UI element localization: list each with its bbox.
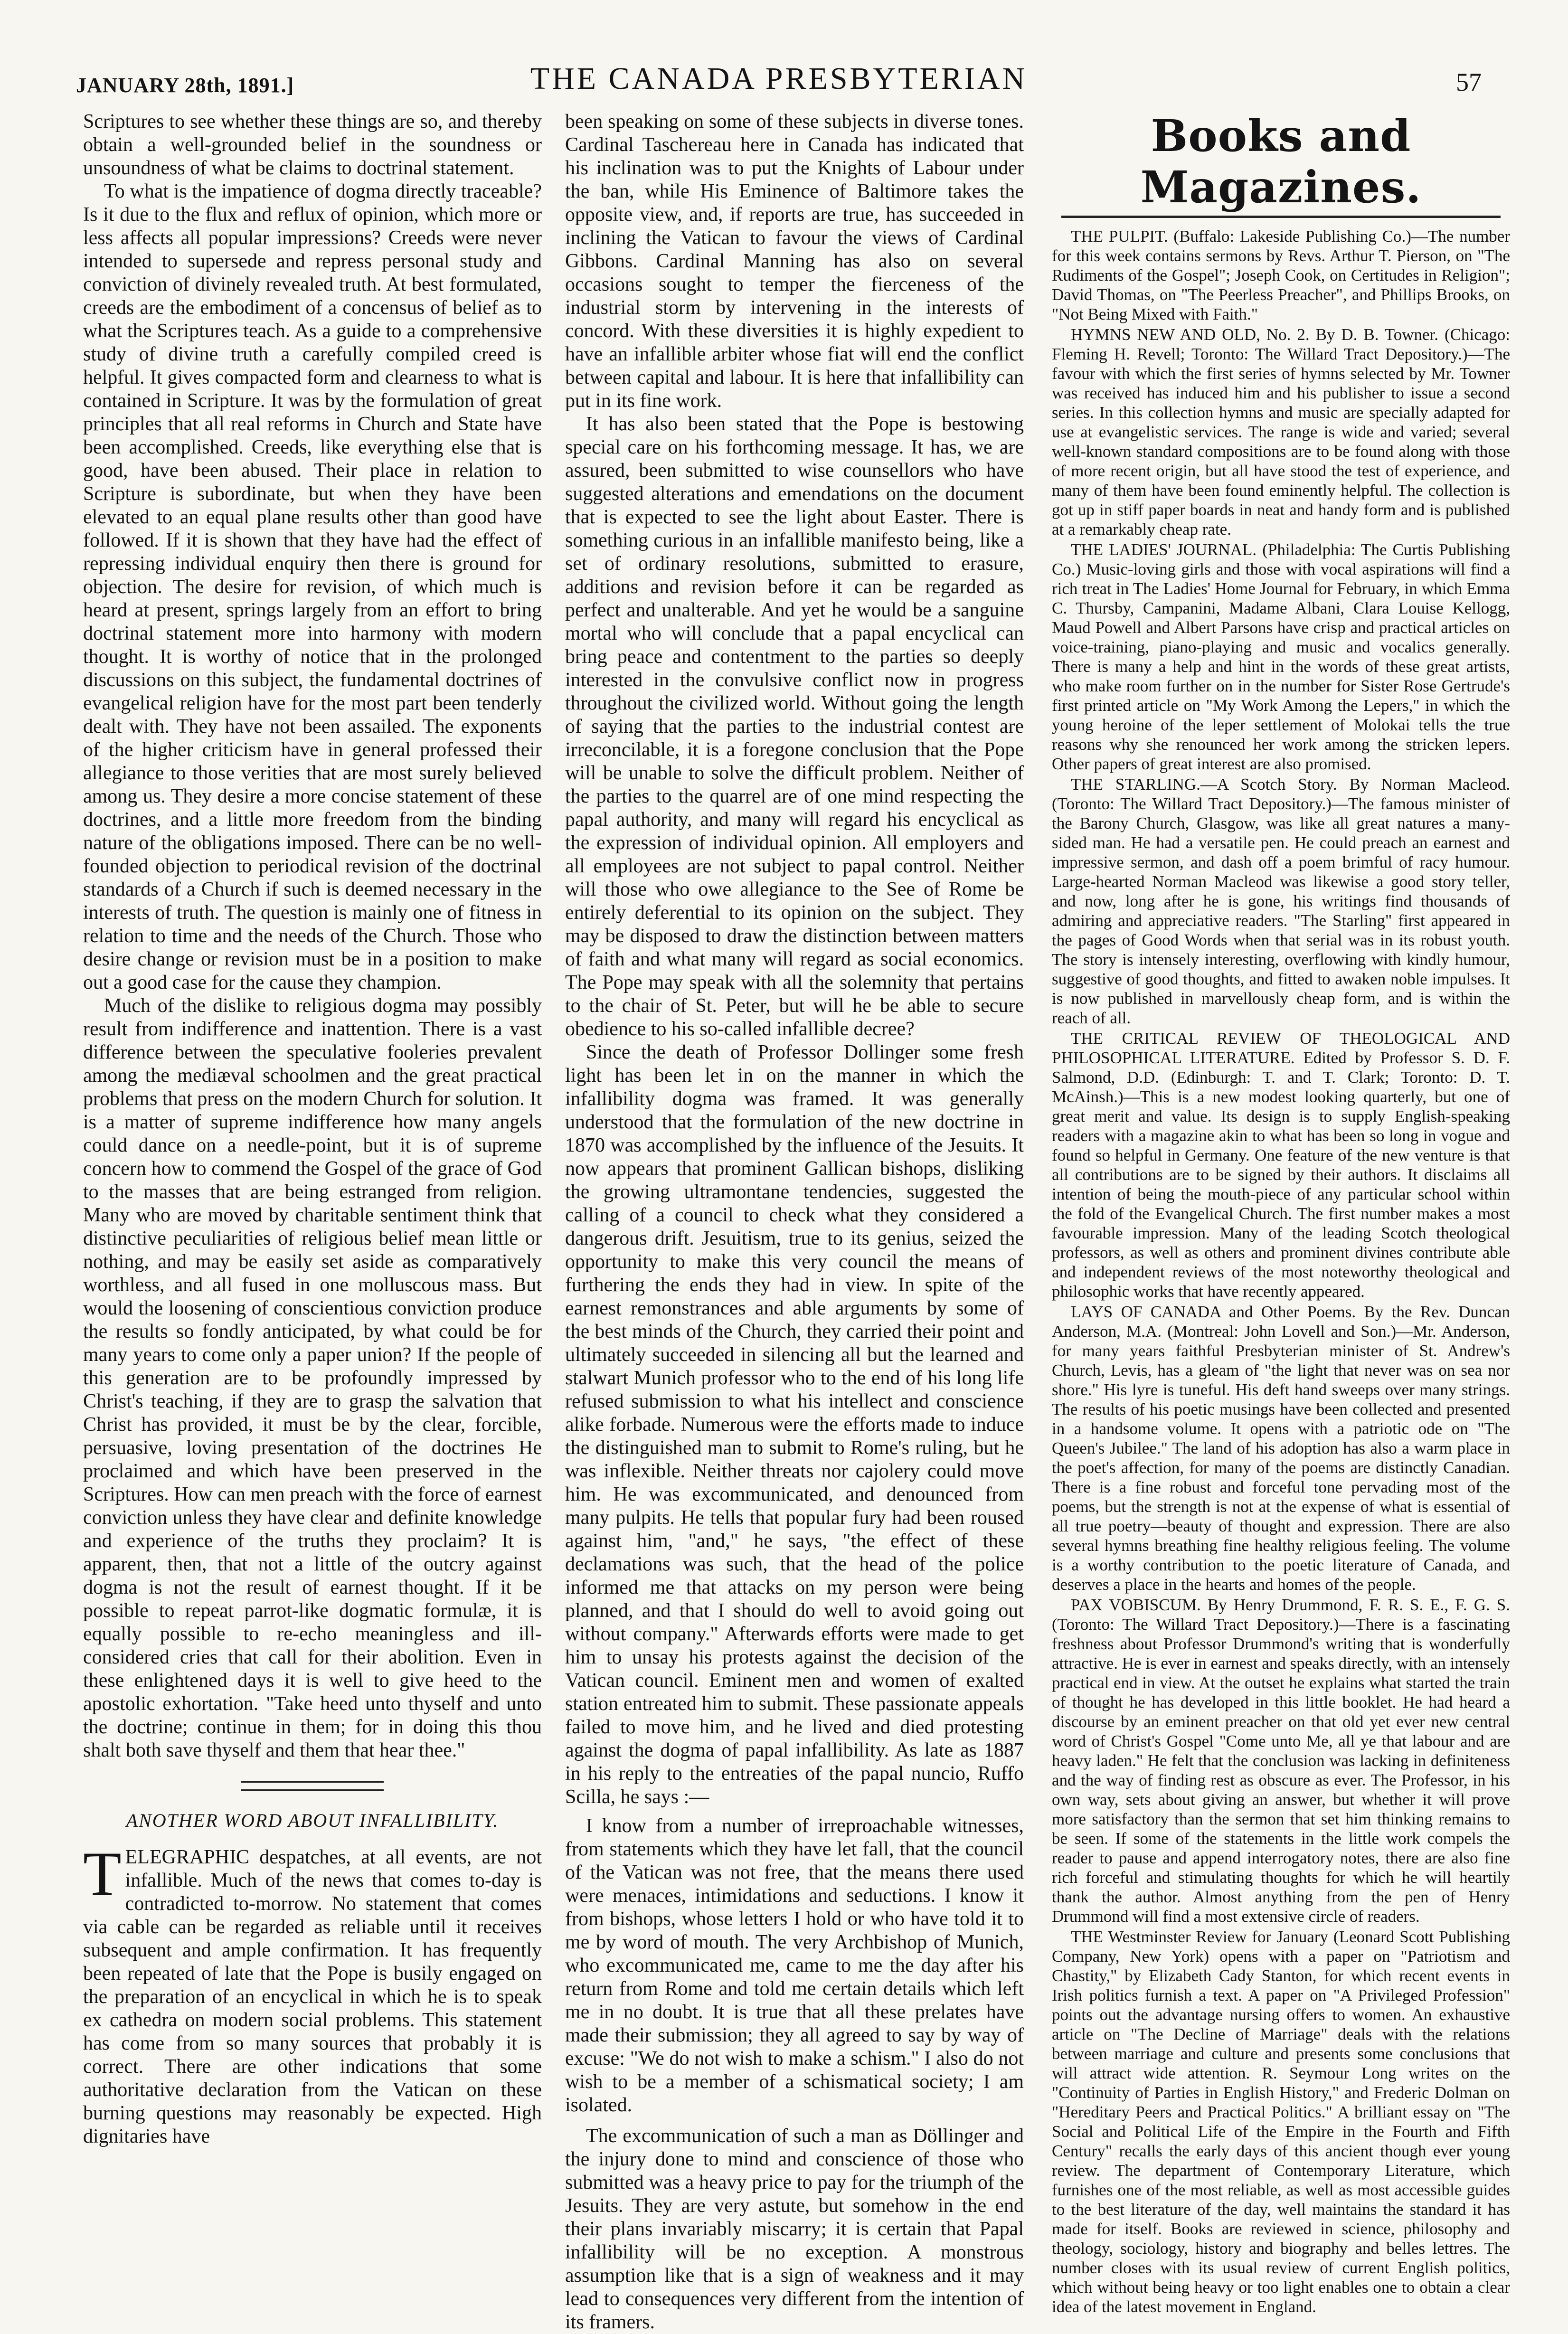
section-masthead: Books and Magazines.: [1140, 110, 1422, 213]
review-entry: THE STARLING.—A Scotch Story. By Norman Macleod. (Toronto: The Willard Tract Depository.)—The famous minister of the Barony Church, Glasgow, was like all great natures a many-sided man. He had a versatile pen. He could preach an earnest and impressive sermon, and dash off a poem brimful of racy humour. Large-hearted Norman Macleod was likewise a good story teller, and now, long after he is gone, his writings find thousands of admiring and appreciative readers. "The Starling" first appeared in the pages of Good Words when that serial was in its robust youth. The story is intensely interesting, overflowing with kindly humour, suggestive of good thoughts, and fitted to awaken noble impulses. It is now published in marvellously cheap form, and is within the reach of all.: [1052, 775, 1510, 1027]
review-entry: HYMNS NEW AND OLD, No. 2. By D. B. Towner. (Chicago: Fleming H. Revell; Toronto: The Willard Tract Depository.)—The favour with which the first series of hymns selected by Mr. Towner was received has induced him and his publisher to issue a second series. In this collection hymns and music are specially adapted for use at evangelistic services. The range is wide and varied; several well-known standard compositions are to be found along with those of more recent origin, but all have stood the test of experience, and many of them have been found eminently helpful. The collection is got up in stiff paper boards in neat and handy form and is published at a remarkably cheap rate.: [1052, 325, 1510, 539]
article-heading: ANOTHER WORD ABOUT INFALLIBILITY.: [126, 1810, 499, 1831]
article-paragraph: To what is the impatience of dogma directly traceable? Is it due to the flux and reflux of opinion, which more or less affects all popular impressions? Creeds were never intended to supersede and repress personal study and conviction of divinely revealed truth. At best formulated, creeds are the embodiment of a concensus of belief as to what the Scriptures teach. As a guide to a comprehensive study of divine truth a carefully compiled creed is helpful. It gives compacted form and clearness to what is contained in Scripture. It was by the formulation of great principles that all real reforms in Church and State have been accomplished. Creeds, like everything else that is good, have been abused. Their place in relation to Scripture is subordinate, but when they have been elevated to an equal plane results other than good have followed. If it is shown that they have had the effect of repressing individual enquiry then there is ground for objection. The desire for revision, of which much is heard at present, springs largely from an effort to bring doctrinal statement more into harmony with modern thought. It is worthy of notice that in the prolonged discussions on this subject, the fundamental doctrines of evangelical religion have for the most part been tenderly dealt with. They have not been assailed. The exponents of the higher criticism have in general professed their allegiance to those verities that are most surely believed among us. They desire a more concise statement of these doctrines, and a little more freedom from the binding nature of the obligations imposed. There can be no well-founded objection to periodical revision of the doctrinal standards of a Church if such is deemed necessary in the interests of truth. The question is mainly one of fitness in relation to time and the needs of the Church. Those who desire change or revision must be in a position to make out a good case for the cause they champion.: [83, 180, 542, 993]
drop-cap: T: [83, 1839, 122, 1909]
publication-title: THE CANADA PRESBYTERIAN: [530, 61, 1028, 96]
article-paragraph: It has also been stated that the Pope is bestowing special care on his forthcoming message. It has, we are assured, been submitted to wise counsellors who have suggested alterations and emendations on the document that is expected to see the light about Easter. There is something curious in an infallible manifesto being, like a set of ordinary resolutions, submitted to erasure, additions and revision before it can be regarded as perfect and unalterable. And yet he would be a sanguine mortal who will conclude that a papal encyclical can bring peace and contentment to the parties so deeply interested in the convulsive conflict now in progress throughout the civilized world. Without going the length of saying that the parties to the industrial contest are irreconcilable, it is a foregone conclusion that the Pope will be unable to solve the difficult problem. Neither of the parties to the quarrel are of one mind respecting the papal authority, and many will regard his encyclical as the expression of individual opinion. All employers and all employees are not subject to papal control. Neither will those who owe allegiance to the See of Rome be entirely deferential to its opinion on the subject. They may be disposed to draw the distinction between matters of faith and what many will regard as social economics. The Pope may speak with all the solemnity that pertains to the chair of St. Peter, but will he be able to secure obedience to his so-called infallible decree?: [565, 413, 1024, 1040]
article-paragraph: Scriptures to see whether these things are so, and thereby obtain a well-grounded belief in the soundness or unsoundness of what be claims to doctrinal statement.: [83, 111, 542, 179]
issue-date: JANUARY 28th, 1891.]: [76, 74, 294, 97]
review-entry: LAYS OF CANADA and Other Poems. By the Rev. Duncan Anderson, M.A. (Montreal: John Lovell and Son.)—Mr. Anderson, for many years faithful Presbyterian minister of St. Andrew's Church, Levis, has a gleam of "the light that never was on sea nor shore." His lyre is tuneful. His deft hand sweeps over many strings. The results of his poetic musings have been collected and presented in a handsome volume. It opens with a patriotic ode on "The Queen's Jubilee." The land of his adoption has also a warm place in the poet's affection, for many of the poems are distinctly Canadian. There is a fine robust and forceful tone pervading most of the poems, but the strength is not at the expense of what is essential of all true poetry—beauty of thought and expression. There are also several hymns breathing fine healthy religious feeling. The volume is a worthy contribution to the poetic literature of Canada, and deserves a place in the hearts and homes of the people.: [1052, 1303, 1510, 1594]
article-paragraph: [83, 1839, 542, 2148]
block-quote: I know from a number of irreproachable witnesses, from statements which they have let fall, that the council of the Vatican was not free, that the means there used were menaces, intimidations and seductions. I know it from bishops, whose letters I hold or who have told it to me by word of mouth. The very Archbishop of Munich, who excommunicated me, came to me the day after his return from Rome and told me certain details which left me in no doubt. It is true that all these prelates have made their submission; they all agreed to say by way of excuse: "We do not wish to make a schism." I also do not wish to be a member of a schismatical society; I am isolated.: [565, 1815, 1024, 2116]
review-entry: THE PULPIT. (Buffalo: Lakeside Publishing Co.)—The number for this week contains sermons by Revs. Arthur T. Pierson, on "The Rudiments of the Gospel"; Joseph Cook, on Certitudes in Religion"; David Thomas, on "The Peerless Preacher", and Phillips Brooks, on "Not Being Mixed with Faith.": [1052, 227, 1510, 323]
article-text: ELEGRAPHIC despatches, at all events, are not infallible. Much of the news that comes to-day is contradicted to-morrow. No statement that comes via cable can be regarded as reliable until it receives subsequent and ample confirmation. It has frequently been repeated of late that the Pope is busily engaged on the preparation of an encyclical in which he is to speak ex cathedra on modern social problems. This statement has come from so many sources that probably it is correct. There are other indications that some authoritative declaration from the Vatican on these burning questions may reasonably be expected. High dignitaries have: [83, 1846, 542, 2147]
page-number: 57: [1456, 68, 1482, 96]
article-paragraph: Much of the dislike to religious dogma may possibly result from indifference and inattention. There is a vast difference between the speculative fooleries prevalent among the mediæval schoolmen and the great practical problems that press on the modern Church for solution. It is a matter of supreme indifference how many angels could dance on a needle-point, but it is of supreme concern how to commend the Gospel of the grace of God to the masses that are being estranged from religion. Many who are moved by charitable sentiment think that distinctive peculiarities of religious belief mean little or nothing, and may be easily set aside as comparatively worthless, and all fused in one molluscous mass. But would the loosening of conscientious conviction produce the results so fondly anticipated, by what could be for many years to come only a paper union? If the people of this generation are to be profoundly impressed by Christ's teaching, if they are to grasp the salvation that Christ has provided, it must be by the clear, forcible, persuasive, loving presentation of the doctrines He proclaimed and which have been preserved in the Scriptures. How can men preach with the force of earnest conviction unless they have clear and definite knowledge and experience of the truths they proclaim? It is apparent, then, that not a little of the outcry against dogma is not the result of earnest thought. If it be possible to repeat parrot-like dogmatic formulæ, it is equally possible to re-echo meaningless and ill-considered cries that call for their abolition. Even in these enlightened days it is well to give heed to the apostolic exhortation. "Take heed unto thyself and unto the doctrine; continue in them; for in doing this thou shalt both save thyself and them that hear thee.": [83, 995, 542, 1761]
column-1: [83, 110, 542, 2152]
column-2: [565, 110, 1024, 2333]
review-entry: PAX VOBISCUM. By Henry Drummond, F. R. S. E., F. G. S. (Toronto: The Willard Tract Depository.)—There is a fascinating freshness about Professor Drummond's writing that is wonderfully attractive. He is ever in earnest and speaks directly, with an intensely practical end in view. At the outset he explains what started the train of thought he has developed in this little booklet. He had heard a discourse by an eminent preacher on that old yet ever new central word of Christ's Gospel "Come unto Me, all ye that labour and are heavy laden." He felt that the conclusion was lacking in definiteness and the way of finding rest as obscure as ever. The Professor, in his own way, sets about giving an answer, but whether it will prove more satisfactory than the sermon that set him thinking remains to be seen. If some of the statements in the little work compels the reader to pause and append interrogatory notes, there are also fine rich forceful and stimulating thoughts for which he will heartily thank the author. Almost anything from the pen of Henry Drummond will find a most extensive circle of readers.: [1052, 1596, 1510, 1926]
review-entry: THE LADIES' JOURNAL. (Philadelphia: The Curtis Publishing Co.) Music-loving girls and those with vocal aspirations will find a rich treat in The Ladies' Home Journal for February, in which Emma C. Thursby, Campanini, Madame Albani, Clara Louise Kellogg, Maud Powell and Albert Parsons have crisp and practical articles on voice-training, piano-playing and music and vocalics generally. There is many a help and hint in the words of these great artists, who make room further on in the number for Sister Rose Gertrude's first printed article on "My Work Among the Lepers," in which the young heroine of the leper settlement of Molokai tells the true reasons why she renounced her work among the stricken lepers. Other papers of great interest are also promised.: [1052, 540, 1510, 773]
masthead-rule: [1061, 216, 1501, 218]
article-paragraph: been speaking on some of these subjects in diverse tones. Cardinal Taschereau here in Canada has indicated that his inclination was to put the Knights of Labour under the ban, while His Eminence of Baltimore takes the opposite view, and, if reports are true, has succeeded in inclining the Vatican to favour the views of Cardinal Gibbons. Cardinal Manning has also on several occasions sought to temper the fierceness of the industrial storm by intervening in the interests of concord. With these diversities it is highly expedient to have an infallible arbiter whose fiat will end the conflict between capital and labour. It is here that infallibility can put in its fine work.: [565, 111, 1024, 412]
article-paragraph: Since the death of Professor Dollinger some fresh light has been let in on the manner in which the infallibility dogma was framed. It was generally understood that the formulation of the new doctrine in 1870 was accomplished by the influence of the Jesuits. It now appears that prominent Gallican bishops, disliking the growing ultramontane tendencies, suggested the calling of a council to check what they considered a dangerous drift. Jesuitism, true to its genius, seized the opportunity to make this very council the means of furthering the ends they had in view. In spite of the earnest remonstrances and able arguments by some of the best minds of the Church, they carried their point and ultimately succeeded in silencing all but the learned and stalwart Munich professor who to the end of his long life refused submission to what his intellect and conscience alike forbade. Numerous were the efforts made to induce the distinguished man to submit to Rome's ruling, but he was inflexible. Neither threats nor cajolery could move him. He was excommunicated, and denounced from many pulpits. He tells that popular fury had been roused against him, "and," he says, "the effect of these declamations was such, that the head of the police informed me that attacks on my person were being planned, and that I should do well to avoid going out without company." Afterwards efforts were made to get him to unsay his protests against the decision of the Vatican council. Eminent men and women of exalted station entreated him to submit. These passionate appeals failed to move him, and he lived and died protesting against the dogma of papal infallibility. As late as 1887 in his reply to the entreaties of the papal nuncio, Ruffo Scilla, he says :—: [565, 1041, 1024, 1808]
column-3: [1052, 110, 1510, 2316]
article-paragraph: The excommunication of such a man as Döllinger and the injury done to mind and conscience of those who submitted was a heavy price to pay for the triumph of the Jesuits. They are very astute, but somehow in the end their plans invariably miscarry; it is certain that Papal infallibility will be no exception. A monstrous assumption like that is a sign of weakness and it may lead to consequences very different from the intention of its framers.: [565, 2125, 1024, 2333]
review-entry: THE Westminster Review for January (Leonard Scott Publishing Company, New York) opens with a paper on "Patriotism and Chastity," by Elizabeth Cady Stanton, for which recent events in Irish politics furnish a text. A paper on "A Privileged Profession" points out the advantage nursing offers to women. An exhaustive article on "The Decline of Marriage" deals with the relations between marriage and culture and presents some conclusions that will attract wide attention. R. Seymour Long writes on the "Continuity of Parties in English History," and Frederic Dolman on "Hereditary Peers and Practical Politics." A brilliant essay on "The Social and Political Life of the Empire in the Fourth and Fifth Century" recalls the early days of this ancient though ever young review. The department of Contemporary Literature, which furnishes one of the most reliable, as well as most accessible guides to the best literature of the day, well maintains the standard it has made for itself. Books are reviewed in science, philosophy and theology, sociology, history and biography and belles lettres. The number closes with its usual review of current English politics, which without being heavy or too light enables one to obtain a clear idea of the latest movement in England.: [1052, 1928, 1510, 2316]
section-divider: [241, 1781, 384, 1791]
review-entry: THE CRITICAL REVIEW OF THEOLOGICAL AND PHILOSOPHICAL LITERATURE. Edited by Professor S. D. F. Salmond, D.D. (Edinburgh: T. and T. Clark; Toronto: D. T. McAinsh.)—This is a new modest looking quarterly, but one of great merit and value. Its design is to supply English-speaking readers with a magazine akin to what has been so long in vogue and found so helpful in Germany. One feature of the new venture is that all contributions are to be signed by their authors. It disclaims all intention of being the mouth-piece of any particular school within the fold of the Evangelical Church. The first number makes a most favourable impression. Many of the leading Scotch theological professors, as well as others and prominent divines contribute able and independent reviews of the most noteworthy theological and philosophic works that have recently appeared.: [1052, 1029, 1510, 1301]
running-header: [76, 61, 1482, 104]
